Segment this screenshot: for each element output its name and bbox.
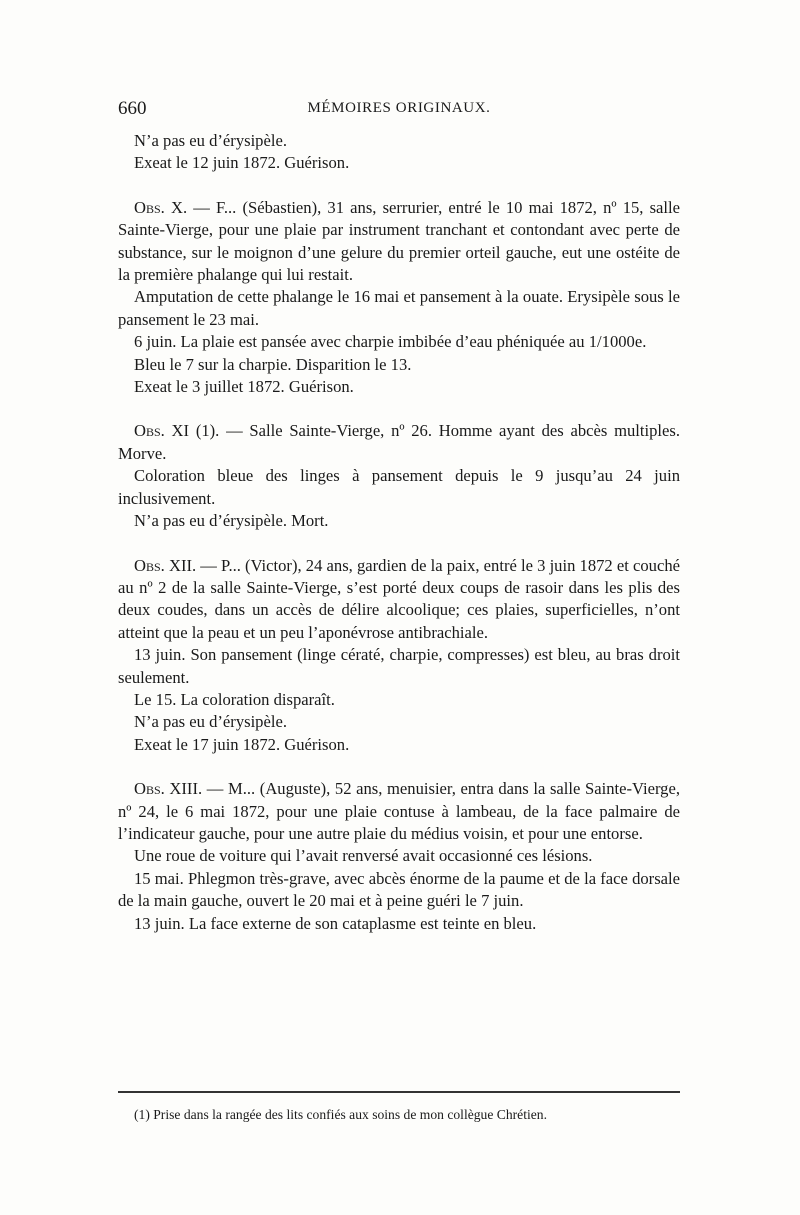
paragraph: 15 mai. Phlegmon très-grave, avec abcès énorme de la paume et de la face dorsale de la main gauche, ouvert le 20 mai et à peine guéri le 7 juin.: [118, 868, 680, 911]
observation-label: Obs. XII.: [134, 555, 197, 575]
page-body: [118, 130, 680, 935]
paragraph: Bleu le 7 sur la charpie. Disparition le 13.: [134, 354, 412, 374]
paragraph: 13 juin. La face externe de son cataplasme est teinte en bleu.: [134, 913, 537, 933]
paragraph: 13 juin. Son pansement (linge cératé, charpie, compresses) est bleu, au bras droit seulement.: [118, 645, 680, 687]
page-header: [118, 98, 680, 128]
paragraph: N’a pas eu d’érysipèle. Mort.: [134, 511, 329, 531]
observation-xiii: [118, 778, 680, 845]
observation-xi: [118, 420, 680, 465]
paragraph: Exeat le 12 juin 1872. Guérison.: [134, 153, 350, 173]
observation-text: — P... (Victor), 24 ans, gardien de la paix, entré le 3 juin 1872 et couché au nº 2 de la salle Sainte-Vierge, s’est porté deux coups de rasoir dans les plis des deux coudes, dans un accès de délire alcoolique; ces plaies, superficielles, n’ont atteint que la peau et un peu l’aponévrose antibrachiale.: [118, 555, 680, 642]
observation-text: — F... (Sébastien), 31 ans, serrurier, entré le 10 mai 1872, nº 15, salle Sainte-Vierge, pour une plaie par instrument tranchant et contondant avec perte de substance, sur le moignon d’une gelure du premier orteil gauche, eut une ostéite de la première phalange qui lui restait.: [118, 197, 680, 285]
paragraph: 6 juin. La plaie est pansée avec charpie imbibée d’eau phéniquée au 1/1000e.: [134, 332, 647, 352]
observation-label: Obs. XIII.: [134, 779, 203, 799]
paragraph: N’a pas eu d’érysipèle.: [134, 131, 287, 150]
page-number: 660: [118, 98, 147, 119]
observation-text: — M... (Auguste), 52 ans, menuisier, entra dans la salle Sainte-Vierge, nº 24, le 6 mai 1872, pour une plaie contuse à lambeau, de la face palmaire de l’indicateur gauche, pour une autre plaie du médius voisin, et pour une entorse.: [118, 779, 680, 843]
footnote-divider: [118, 1091, 680, 1093]
paragraph: Exeat le 3 juillet 1872. Guérison.: [134, 377, 354, 397]
paragraph: Une roue de voiture qui l’avait renversé avait occasionné ces lésions.: [134, 846, 593, 866]
observation-xii: [118, 555, 680, 645]
observation-label: Obs. X.: [134, 197, 188, 217]
observation-text: (1). — Salle Sainte-Vierge, nº 26. Homme ayant des abcès multiples. Morve.: [118, 421, 681, 463]
paragraph: Le 15. La coloration disparaît.: [134, 689, 335, 709]
running-title: MÉMOIRES ORIGINAUX.: [307, 100, 491, 116]
paragraph: Coloration bleue des linges à pansement depuis le 9 jusqu’au 24 juin inclusivement.: [118, 466, 680, 508]
observation-label: Obs. XI: [134, 421, 190, 441]
footnote: (1) Prise dans la rangée des lits confiés aux soins de mon collègue Chrétien.: [134, 1107, 547, 1122]
paragraph: N’a pas eu d’érysipèle.: [134, 712, 287, 732]
observation-x: [118, 197, 680, 287]
paragraph: Amputation de cette phalange le 16 mai et pansement à la ouate. Erysipèle sous le pansement le 23 mai.: [118, 287, 680, 329]
paragraph: Exeat le 17 juin 1872. Guérison.: [134, 734, 350, 754]
